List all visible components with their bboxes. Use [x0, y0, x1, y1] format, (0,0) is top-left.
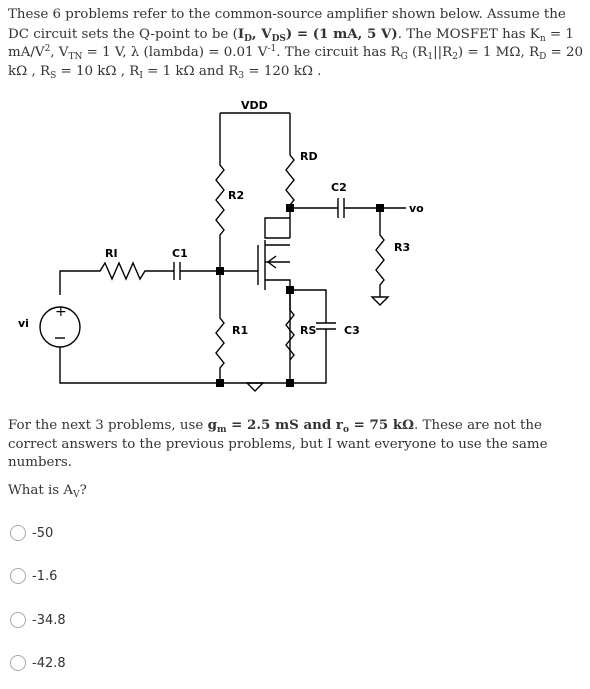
r1-resistor	[216, 271, 224, 383]
problem-note: For the next 3 problems, use $g_m = 2.5$ mS and $r_o = 75$ kΩ. These are not the correct answers to the previous problems, but I want everyone to use the same numbers.	[8, 417, 548, 470]
label-plus: +	[55, 304, 67, 320]
label-c3: C3	[344, 324, 360, 337]
radio-button[interactable]	[10, 525, 26, 541]
radio-button[interactable]	[10, 568, 26, 584]
label-rs: RS	[300, 324, 317, 337]
option-4[interactable]	[10, 653, 66, 673]
option-label: -34.8	[32, 612, 66, 628]
label-rd: RD	[300, 150, 318, 163]
option-label: -50	[32, 525, 54, 541]
label-r3: R3	[394, 241, 411, 254]
question-text: What is $A_V$?	[8, 483, 87, 500]
option-label: -1.6	[32, 568, 58, 584]
label-r1: R1	[232, 324, 249, 337]
option-2[interactable]	[10, 566, 57, 586]
label-ri: RI	[105, 247, 118, 260]
radio-button[interactable]	[10, 655, 26, 671]
option-label: -42.8	[32, 655, 66, 671]
common-source-amplifier-schematic	[0, 88, 590, 408]
ri-resistor	[60, 263, 174, 295]
radio-button[interactable]	[10, 612, 26, 628]
problem-intro: These 6 problems refer to the common-source amplifier shown below. Assume the DC circuit sets the Q-point to be ($I_D$, $V_{DS}) = (1$ mA, 5 V). The MOSFET has $K_n = 1$ $mA/V^2$, $V_{TN} = 1$ V, λ (lambda) = 0.01 $V^{-1}$. The circuit has $R_G$ $(R_1||R_2) = 1$ MΩ, $R_D = 20$ kΩ , $R_S = 10$ kΩ , $R_I = 1$ kΩ and $R_3 = 120$ kΩ .	[8, 7, 584, 81]
r3-resistor	[376, 208, 384, 297]
label-vo: vo	[409, 202, 424, 215]
r2-resistor	[216, 113, 224, 271]
rd-resistor	[286, 113, 294, 238]
label-r2: R2	[228, 189, 245, 202]
option-3[interactable]	[10, 610, 66, 630]
label-c2: C2	[331, 181, 347, 194]
label-vdd: VDD	[241, 99, 268, 112]
option-1[interactable]	[10, 523, 53, 543]
label-c1: C1	[172, 247, 188, 260]
label-vi: vi	[18, 317, 29, 330]
